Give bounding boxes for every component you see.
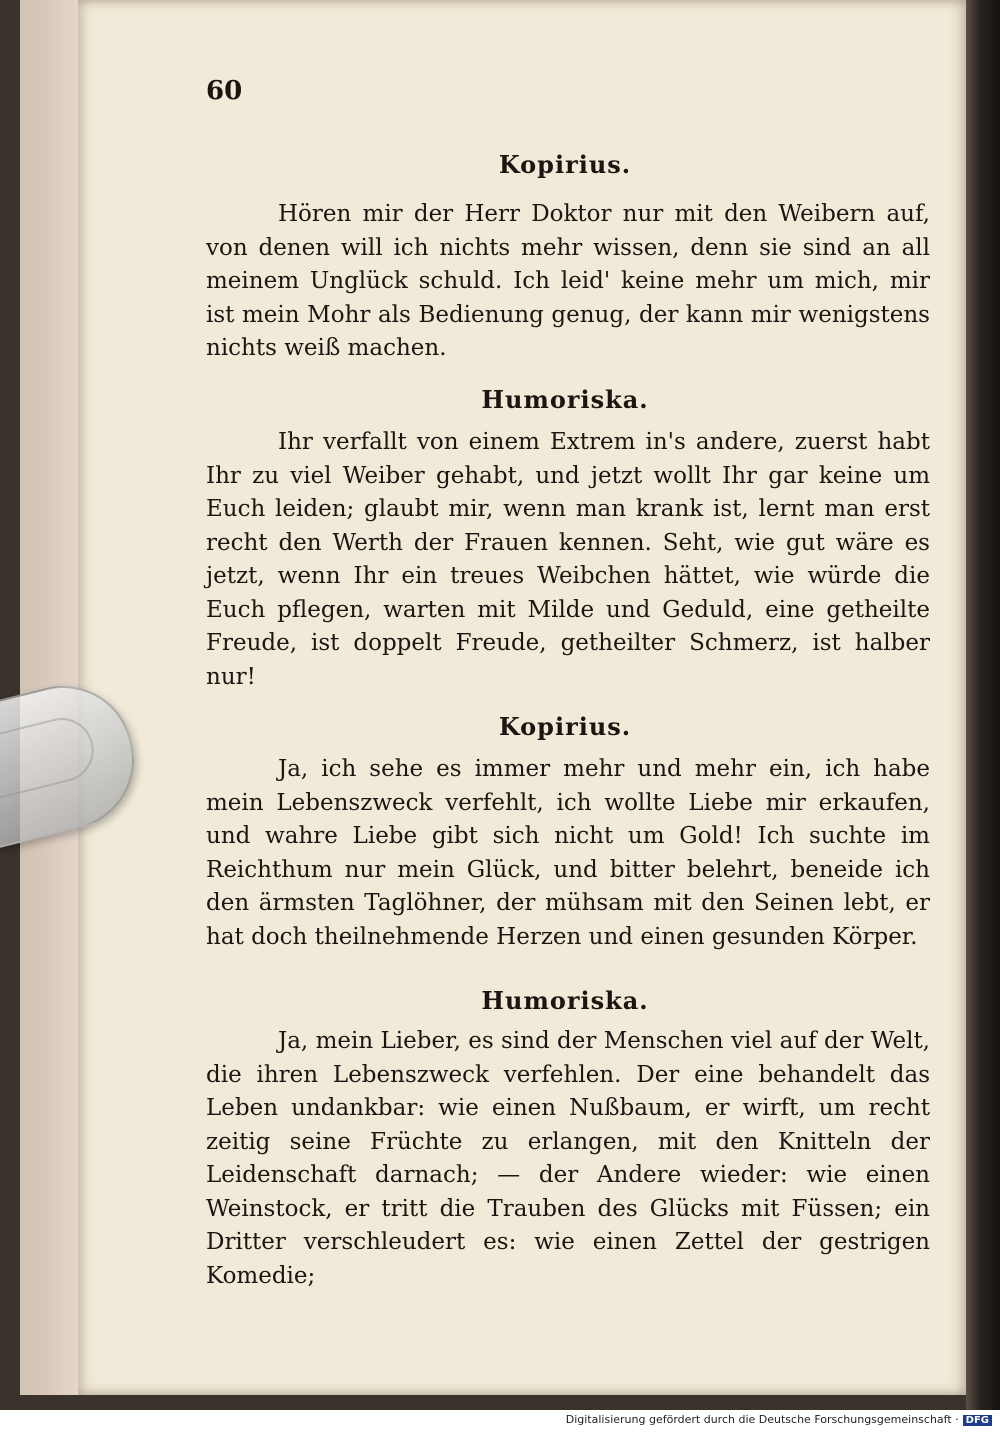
speaker-heading: Humoriska. [481,385,649,414]
speaker-heading: Humoriska. [481,986,649,1015]
dfg-logo: DFG [963,1415,992,1426]
dialogue-paragraph: Hören mir der Herr Doktor nur mit den Weibern auf, von denen will ich nichts mehr wissen, denn sie sind an all meinem Unglück schuld. Ich leid' keine mehr um mich, mir ist mein Mohr als Bedienung genug, der kann mir wenigstens nichts weiß machen. [206,201,930,361]
digitization-credit [566,1413,992,1426]
dialogue-paragraph: Ja, ich sehe es immer mehr und mehr ein, ich habe mein Lebenszweck verfehlt, ich wollte Liebe mir erkaufen, und wahre Liebe gibt sich nicht um Gold! Ich suchte im Reichthum nur mein Glück, und bitter belehrt, beneide ich den ärmsten Taglöhner, der mühsam mit den Seinen lebt, er hat doch theilnehmende Herzen und einen gesunden Körper. [206,756,930,950]
dialogue-paragraph: Ja, mein Lieber, es sind der Menschen viel auf der Welt, die ihren Lebenszweck verfehlen. Der eine behandelt das Leben undankbar: wie einen Nußbaum, er wirft, um recht zeitig seine Früchte zu erlangen, mit den Knitteln der Leidenschaft darnach; — der Andere wieder: wie einen Weinstock, er tritt die Trauben des Glücks mit Füssen; ein Dritter verschleudert es: wie einen Zettel der gestrigen Komedie; [206,1028,930,1289]
page-clip-loop [0,711,100,798]
speaker-heading: Kopirius. [498,150,632,179]
book-binding [966,0,1000,1410]
speaker-heading: Kopirius. [498,712,632,741]
dialogue-paragraph: Ihr verfallt von einem Extrem in's andere, zuerst habt Ihr zu viel Weiber gehabt, und jetzt wollt Ihr gar keine um Euch leiden; glaubt mir, wenn man krank ist, lernt man erst recht den Werth der Frauen kennen. Seht, wie gut wäre es jetzt, wenn Ihr ein treues Weibchen hättet, wie würde die Euch pflegen, warten mit Milde und Geduld, eine getheilte Freude, ist doppelt Freude, getheilter Schmerz, ist halber nur! [206,429,930,690]
credit-text: Digitalisierung gefördert durch die Deutsche Forschungsgemeinschaft · [565,1413,959,1426]
page-number: 60 [206,76,243,106]
footer-bar [0,1410,1000,1436]
